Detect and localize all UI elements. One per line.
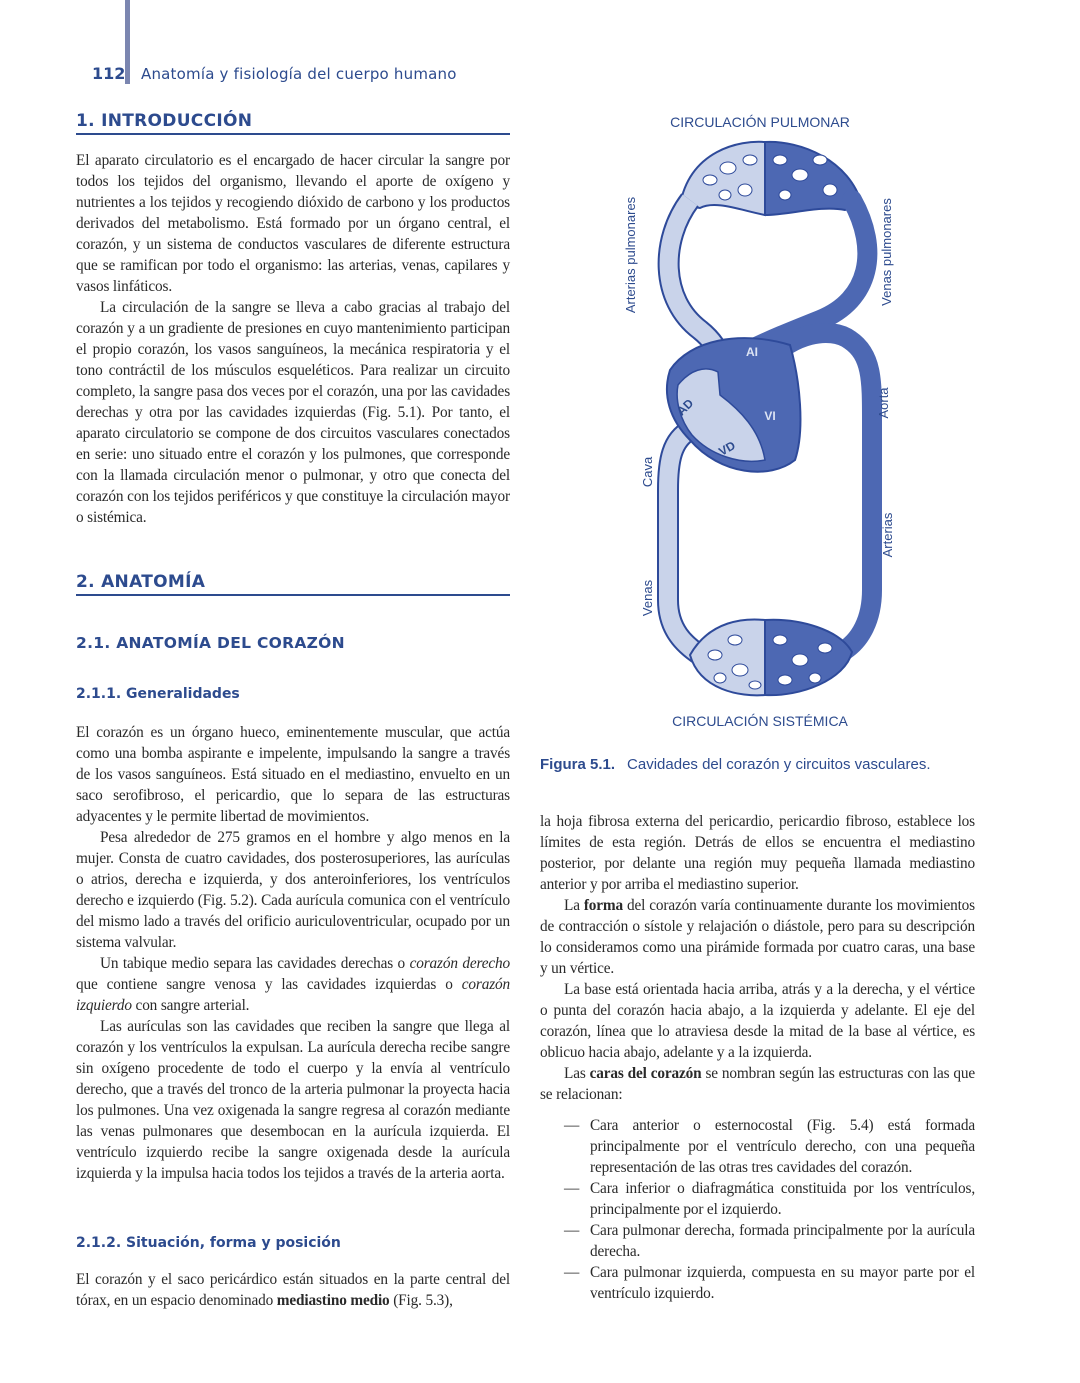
label-arterias: Arterias [880, 512, 895, 558]
label-venas: Venas [640, 579, 655, 617]
figure-caption [540, 756, 931, 773]
caras-list [540, 1115, 975, 1304]
running-title: Anatomía y fisiología del cuerpo humano [141, 65, 457, 83]
header-rule [125, 0, 130, 84]
label-vd: VD [716, 438, 738, 459]
paragraph [540, 1063, 975, 1105]
paragraph [540, 895, 975, 979]
label-circulacion-sistemica: CIRCULACIÓN SISTÉMICA [672, 713, 848, 729]
label-cava: Cava [640, 456, 655, 488]
bold-term: mediastino medio [276, 1292, 390, 1309]
heading-generalidades: 2.1.1. Generalidades [76, 686, 240, 702]
text: con sangre arterial. [131, 997, 250, 1014]
dash-bullet: — [564, 1222, 580, 1239]
paragraph: La base está orientada hacia arriba, atrás y a la derecha, y el vértice o punta del corazón hacia abajo, a la izquierda y adelante. El eje del corazón, línea que lo atraviesa desde la mitad de la base al vértice, es oblicuo hacia abajo, adelante y a la izquierda. [540, 981, 975, 1061]
text: se nombran según las estructuras con las que se relacionan: [540, 1065, 976, 1103]
systemic-capillaries-arterial [765, 620, 852, 695]
text: que contiene sangre venosa y las cavidades izquierdas o [76, 976, 462, 993]
situacion-text [76, 1269, 510, 1311]
bold-term: caras del corazón [589, 1065, 702, 1082]
paragraph [76, 953, 510, 1016]
italic-term: corazón izquierdo [76, 976, 510, 1014]
italic-term: corazón derecho [409, 955, 510, 972]
heading-anatomia: 2. ANATOMÍA [76, 572, 510, 596]
dash-bullet: — [564, 1264, 580, 1281]
list-item [540, 1220, 975, 1262]
dash-bullet: — [564, 1180, 580, 1197]
list-item [540, 1178, 975, 1220]
paragraph: Pesa alrededor de 275 gramos en el hombre y algo menos en la mujer. Consta de cuatro cavidades, dos posterosuperiores, las aurículas o atrios, derecha e izquierda, y dos anteroinferiores, los ventrículos derecho e izquierdo (Fig. 5.2). Cada aurícula comunica con el ventrículo del mismo lado a través del orificio auriculoventricular, ocupado por un sistema valvular. [76, 829, 510, 951]
paragraph [76, 1269, 510, 1311]
page-number: 112 [92, 64, 126, 83]
list-item-text: Cara pulmonar derecha, formada principalmente por la aurícula derecha. [590, 1222, 975, 1260]
paragraph: El aparato circulatorio es el encargado de hacer circular la sangre por todos los tejidos del organismo, llevando el aporte de oxígeno y nutrientes a los tejidos y recogiendo dióxido de carbono y los productos derivados del metabolismo. Está formado por un órgano central, el corazón, y un sistema de conductos vasculares de diferente estructura que se ramifican por todo el organismo: las arterias, venas, capilares y vasos linfáticos. [76, 152, 510, 295]
paragraph: Las aurículas son las cavidades que reciben la sangre que llega al corazón y los ventrículos la expulsan. La aurícula derecha recibe sangre sin oxígeno procedente de todo el cuerpo y la envía al ventrículo derecho, que a través del tronco de la arteria pulmonar la proyecta hacia los pulmones. Una vez oxigenada la sangre regresa al corazón mediante las venas pulmonares que desembocan en la aurícula izquierda. El ventrículo izquierdo recibe la sangre oxigenada desde la aurícula izquierda y la impulsa hacia todos los tejidos a través de la arteria aorta. [76, 1018, 510, 1182]
label-venas-pulmonares: Venas pulmonares [879, 198, 894, 306]
heading-situacion: 2.1.2. Situación, forma y posición [76, 1235, 341, 1251]
list-item [540, 1262, 975, 1304]
bold-term: forma [583, 897, 624, 914]
cava [668, 430, 700, 655]
label-ad: AD [674, 396, 697, 419]
caption-number: Figura 5.1. [540, 756, 616, 773]
paragraph: la hoja fibrosa externa del pericardio, pericardio fibroso, establece los límites de esta región. Detrás de ellos se encuentra el mediastino posterior, por delante una región muy pequeña llamada mediastino anterior y por arriba el mediastino superior. [540, 813, 975, 893]
right-column-text [540, 811, 975, 1304]
caption-text: Cavidades del corazón y circuitos vasculares. [627, 756, 931, 773]
text: Un tabique medio separa las cavidades derechas o [100, 955, 410, 972]
text: (Fig. 5.3), [389, 1292, 453, 1309]
text: La [564, 897, 584, 914]
heading-introduccion: 1. INTRODUCCIÓN [76, 111, 510, 135]
text: El corazón y el saco pericárdico están situados en la parte central del tórax, en un espacio denominado [76, 1271, 510, 1309]
list-item-text: Cara anterior o esternocostal (Fig. 5.4) está formada principalmente por el ventrículo derecho, con una pequeña representación de las otras tres cavidades del corazón. [590, 1117, 975, 1176]
paragraph: La circulación de la sangre se lleva a cabo gracias al trabajo del corazón y a un gradiente de presiones en cuyo mantenimiento participan el propio corazón, los vasos sanguíneos, la mecánica respiratoria y el tono contráctil de los músculos esqueléticos. Para realizar un circuito completo, la sangre pasa dos veces por el corazón, una por las cavidades derechas y otra por las cavidades izquierdas (Fig. 5.1). Por tanto, el aparato circulatorio se compone de dos circuitos vasculares conectados en serie: uno situado entre el corazón y los pulmones, que corresponde con la llamada circulación menor o pulmonar, y otro que conecta del corazón con los tejidos periféricos y que constituye la circulación mayor o sistémica. [76, 299, 510, 526]
list-item [540, 1115, 975, 1178]
text: del corazón varía continuamente durante los movimientos de contracción o sístole y relajación o diástole, pero para su descripción lo consideramos como una pirámide formada por cuatro caras, una base y un vértice. [540, 897, 975, 977]
label-ai: AI [746, 345, 758, 359]
label-vi: VI [764, 409, 776, 423]
circulation-diagram [600, 108, 920, 733]
paragraph: El corazón es un órgano hueco, eminentemente muscular, que actúa como una bomba aspirante e impelente, impulsando la sangre a través de los vasos sanguíneos. Está situado en el mediastino, envuelto en un saco serofibroso, el pericardio, que lo separa de las estructuras adyacentes y le permite libertad de movimientos. [76, 724, 510, 825]
label-circulacion-pulmonar: CIRCULACIÓN PULMONAR [670, 114, 850, 130]
list-item-text: Cara pulmonar izquierda, compuesta en su mayor parte por el ventrículo izquierdo. [590, 1264, 975, 1302]
label-arterias-pulmonares: Arterias pulmonares [623, 196, 638, 314]
heading-anatomia-corazon: 2.1. ANATOMÍA DEL CORAZÓN [76, 634, 345, 652]
text: Las [564, 1065, 590, 1082]
list-item-text: Cara inferior o diafragmática constituida por los ventrículos, principalmente por el izquierdo. [590, 1180, 975, 1218]
intro-text [76, 150, 510, 528]
dash-bullet: — [564, 1117, 580, 1134]
label-aorta: Aorta [876, 387, 891, 419]
generalidades-text [76, 722, 510, 1184]
